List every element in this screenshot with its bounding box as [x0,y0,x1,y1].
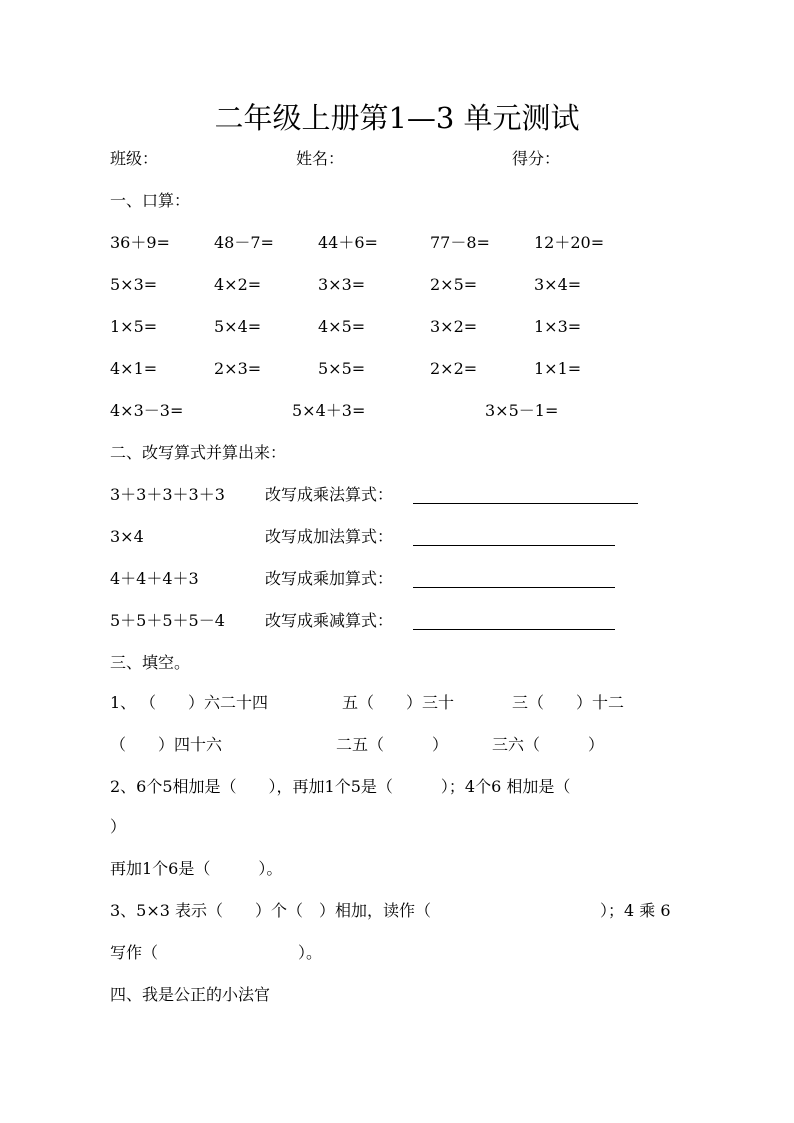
fill-q2-line2: ） [110,817,127,836]
oral-calc-item: 1×1= [534,359,582,378]
fill-q3-line2 [110,940,410,966]
rewrite-item [110,566,650,592]
oral-calc-item: 48－7= [214,233,274,252]
section1-heading: 一、口算： [110,191,191,210]
oral-calc-item: 44＋6= [318,233,378,252]
answer-blank[interactable] [413,503,638,504]
fill-item: 二五（ ） [336,735,449,754]
answer-blank[interactable] [413,629,615,630]
page-title: 二年级上册第1—3 单元测试 [214,101,580,135]
fill-q3-text: 3、5×3 表示（ ）个（ ）相加，读作（ [110,901,432,920]
oral-calc-item: 2×2= [430,359,478,378]
fill-q2-line1: 2、6个5相加是（ ），再加1个5是（ ）；4个6 相加是（ [110,777,571,796]
fill-q3-text: ）。 [298,943,323,962]
oral-calc-row [110,230,700,256]
oral-calc-item: 1×3= [534,317,582,336]
rewrite-expression: 3×4 [110,527,144,546]
rewrite-expression: 3＋3＋3＋3＋3 [110,485,225,504]
rewrite-item [110,524,650,550]
oral-calc-item: 3×3= [318,275,366,294]
oral-calc-row [110,314,700,340]
fill-q1-row2 [110,732,670,758]
mixed-calc-item: 4×3－3= [110,401,184,420]
question-number: 1、 [110,693,137,712]
rewrite-instruction: 改写成乘加算式： [265,569,394,588]
fill-q1-row1 [110,690,670,716]
oral-calc-item: 3×2= [430,317,478,336]
fill-item: 三六（ ） [492,735,605,754]
oral-calc-item: 2×3= [214,359,262,378]
fill-item: （ ）六二十四 [140,693,269,712]
oral-calc-item: 3×4= [534,275,582,294]
oral-calc-row [110,356,700,382]
name-label: 姓名： [296,149,345,168]
oral-calc-row [110,272,700,298]
oral-calc-item: 4×1= [110,359,158,378]
mixed-calc-item: 3×5－1= [485,401,559,420]
fill-item: 三（ ）十二 [512,693,625,712]
oral-calc-item: 4×2= [214,275,262,294]
fill-q3-text: ）；4 乘 6 [600,901,671,920]
rewrite-instruction: 改写成乘减算式： [265,611,394,630]
fill-q3-line1 [110,898,685,924]
rewrite-instruction: 改写成乘法算式： [265,485,394,504]
oral-calc-item: 4×5= [318,317,366,336]
oral-calc-item: 1×5= [110,317,158,336]
oral-calc-item: 2×5= [430,275,478,294]
rewrite-item [110,608,650,634]
fill-q2-line3: 再加1个6是（ ）。 [110,859,283,878]
rewrite-expression: 5＋5＋5＋5－4 [110,611,225,630]
score-label: 得分： [512,149,561,168]
oral-calc-item: 12＋20= [534,233,605,252]
oral-calc-item: 77－8= [430,233,490,252]
oral-calc-item: 5×4= [214,317,262,336]
section3-heading: 三、填空。 [110,653,191,672]
section4-heading: 四、我是公正的小法官 [110,985,271,1004]
answer-blank[interactable] [413,587,615,588]
section2-heading: 二、改写算式并算出来： [110,443,287,462]
student-info-row [110,146,700,172]
mixed-calc-row [110,398,700,424]
fill-item: 五（ ）三十 [342,693,455,712]
rewrite-expression: 4＋4＋4＋3 [110,569,199,588]
answer-blank[interactable] [413,545,615,546]
oral-calc-item: 5×3= [110,275,158,294]
class-label: 班级： [110,149,159,168]
rewrite-instruction: 改写成加法算式： [265,527,394,546]
fill-item: （ ）四十六 [110,735,223,754]
rewrite-item [110,482,650,508]
fill-q3-text: 写作（ [110,943,159,962]
oral-calc-item: 36＋9= [110,233,170,252]
mixed-calc-item: 5×4＋3= [292,401,366,420]
oral-calc-item: 5×5= [318,359,366,378]
